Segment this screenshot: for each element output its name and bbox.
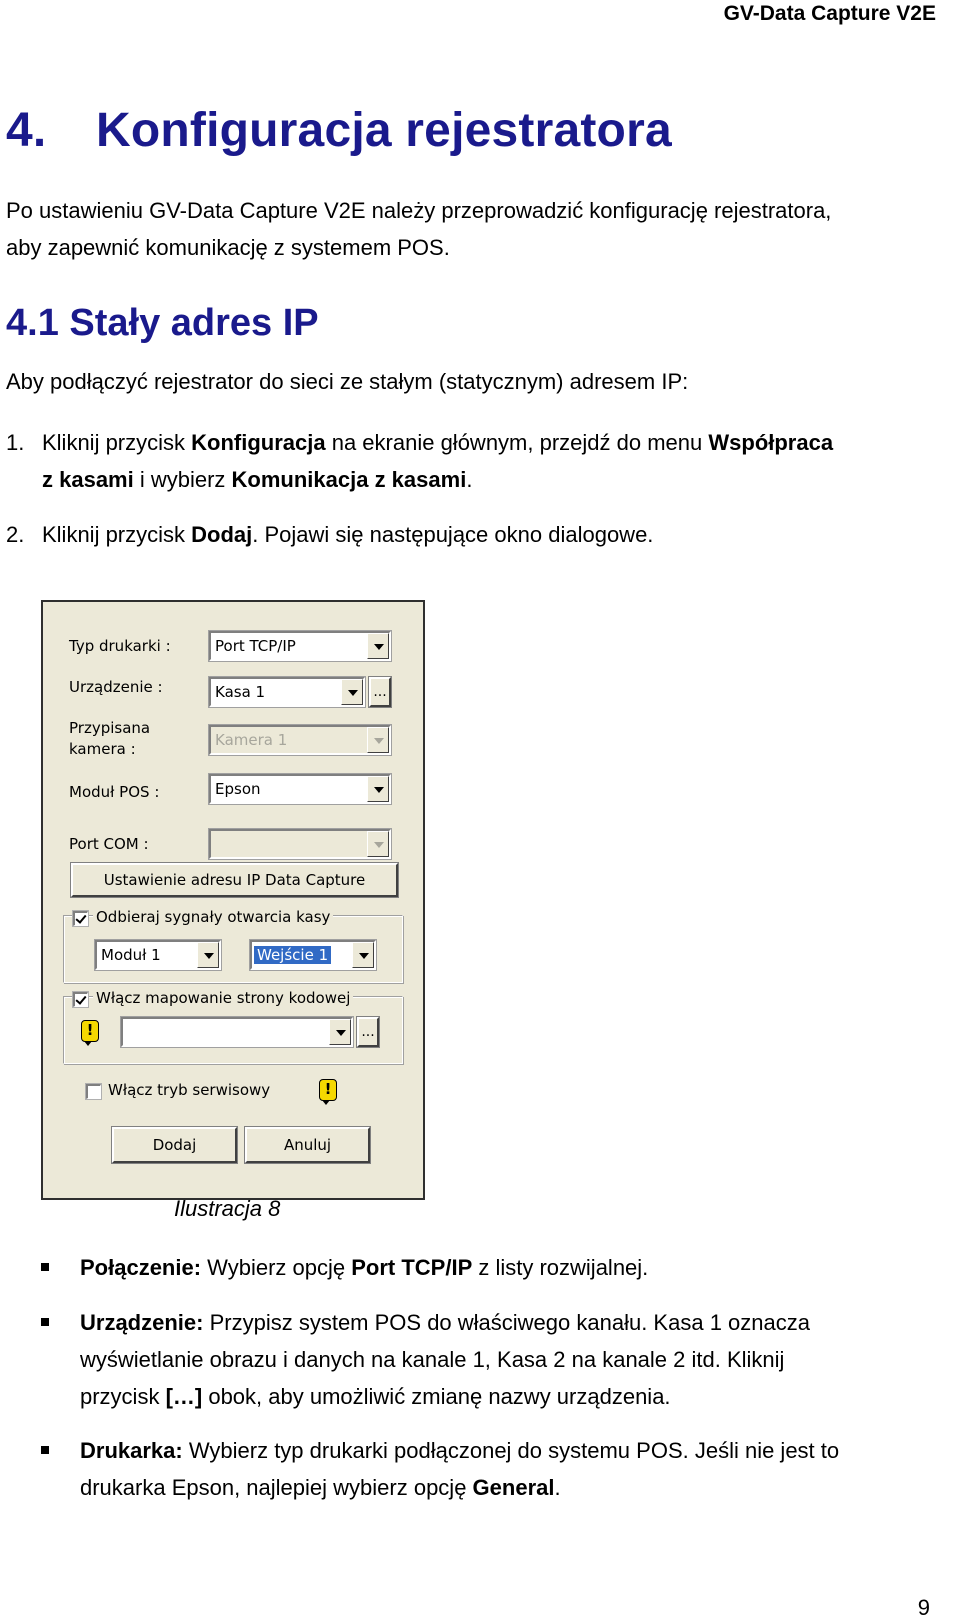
- codepage-checkbox[interactable]: [73, 992, 88, 1007]
- chevron-down-icon[interactable]: [352, 942, 374, 968]
- warning-icon: !: [319, 1079, 337, 1101]
- step-text: [42, 516, 942, 553]
- step-text-part: i wybierz: [133, 467, 232, 492]
- step-bold: z kasami: [42, 467, 134, 492]
- bullet-device: [80, 1304, 940, 1415]
- drawer-signal-label: Odbieraj sygnały otwarcia kasy: [93, 907, 333, 927]
- camera-value: Kamera 1: [215, 731, 288, 749]
- step-text-part: Kliknij przycisk: [42, 430, 192, 455]
- bullet-marker: [41, 1263, 49, 1271]
- section-heading: [6, 103, 672, 158]
- camera-label-line: Przypisana: [69, 719, 151, 737]
- service-mode-checkbox[interactable]: [86, 1084, 101, 1099]
- cancel-button[interactable]: Anuluj: [245, 1127, 370, 1163]
- camera-select[interactable]: [209, 725, 391, 755]
- input-select[interactable]: [250, 940, 376, 970]
- bullet-marker: [41, 1446, 49, 1454]
- chevron-down-icon[interactable]: [367, 633, 389, 659]
- step-bold: Komunikacja z kasami: [231, 467, 467, 492]
- pos-module-select[interactable]: [209, 774, 391, 804]
- rename-device-button[interactable]: ...: [369, 677, 391, 707]
- bullet-text: Wybierz typ drukarki podłączonej do systemu POS. Jeśli nie jest to: [182, 1438, 840, 1463]
- codepage-label: Włącz mapowanie strony kodowej: [93, 988, 353, 1008]
- subsection-heading: 4.1 Stały adres IP: [6, 302, 319, 344]
- bullet-text: Przypisz system POS do właściwego kanału. Kasa 1 oznacza: [203, 1310, 810, 1335]
- step-text-part: na ekranie głównym, przejdź do menu: [325, 430, 709, 455]
- ip-settings-button[interactable]: Ustawienie adresu IP Data Capture: [71, 863, 398, 897]
- step-number: 2.: [6, 522, 25, 547]
- bullet-text: z listy rozwijalnej.: [472, 1255, 649, 1280]
- step-1: [0, 424, 960, 504]
- printer-type-select[interactable]: [209, 631, 391, 661]
- section-title: Konfiguracja rejestratora: [96, 104, 672, 157]
- intro-line-2: aby zapewnić komunikację z systemem POS.: [6, 235, 450, 260]
- bullet-term: Połączenie:: [80, 1255, 202, 1280]
- step-bold: Konfiguracja: [191, 430, 326, 455]
- device-select[interactable]: [209, 677, 365, 707]
- printer-type-value: Port TCP/IP: [215, 637, 296, 655]
- bullet-bold: General: [472, 1475, 555, 1500]
- chevron-down-icon[interactable]: [367, 831, 389, 857]
- figure-caption: Ilustracja 8: [174, 1196, 281, 1221]
- device-value: Kasa 1: [215, 683, 266, 701]
- intro-line-1: Po ustawieniu GV-Data Capture V2E należy przeprowadzić konfigurację rejestratora,: [6, 198, 832, 223]
- drawer-signal-checkbox[interactable]: [73, 911, 88, 926]
- chevron-down-icon[interactable]: [367, 727, 389, 753]
- step-text-part: .: [466, 467, 473, 492]
- step-2: [0, 516, 960, 556]
- warning-icon: !: [81, 1020, 99, 1042]
- pos-device-dialog: [41, 600, 425, 1200]
- bullet-text: wyświetlanie obrazu i danych na kanale 1, Kasa 2 na kanale 2 itd. Kliknij: [80, 1347, 785, 1372]
- codepage-select[interactable]: [121, 1017, 353, 1047]
- bullet-connection: [80, 1249, 940, 1286]
- bullet-text: przycisk: [80, 1384, 166, 1409]
- add-button[interactable]: Dodaj: [112, 1127, 237, 1163]
- intro-paragraph: [6, 192, 831, 266]
- module-value: Moduł 1: [101, 946, 161, 964]
- bullet-text: drukarka Epson, najlepiej wybierz opcję: [80, 1475, 473, 1500]
- step-text-part: Kliknij przycisk: [42, 522, 192, 547]
- pos-module-value: Epson: [215, 780, 261, 798]
- step-number: 1.: [6, 430, 25, 455]
- bullet-text: Wybierz opcję: [201, 1255, 352, 1280]
- service-mode-label: Włącz tryb serwisowy: [105, 1080, 273, 1100]
- lead-paragraph: Aby podłączyć rejestrator do sieci ze stałym (statycznym) adresem IP:: [6, 369, 689, 394]
- page-number: 9: [917, 1595, 930, 1620]
- bullet-text: obok, aby umożliwić zmianę nazwy urządzenia.: [202, 1384, 671, 1409]
- bullet-bold: Port TCP/IP: [351, 1255, 473, 1280]
- bullet-bold: […]: [165, 1384, 203, 1409]
- bullet-marker: [41, 1318, 49, 1326]
- bullet-term: Urządzenie:: [80, 1310, 204, 1335]
- bullet-term: Drukarka:: [80, 1438, 183, 1463]
- bullet-text: .: [554, 1475, 561, 1500]
- bullet-printer: [80, 1432, 940, 1506]
- camera-label-line: kamera :: [69, 740, 136, 758]
- chevron-down-icon[interactable]: [329, 1019, 351, 1045]
- input-value: Wejście 1: [254, 946, 331, 964]
- pos-module-label: Moduł POS :: [69, 783, 160, 801]
- chevron-down-icon[interactable]: [367, 776, 389, 802]
- step-text: [42, 424, 942, 498]
- step-bold: Współpraca: [708, 430, 834, 455]
- section-number: 4.: [6, 104, 47, 157]
- codepage-options-button[interactable]: ...: [357, 1017, 379, 1047]
- running-header: GV-Data Capture V2E: [723, 2, 936, 25]
- camera-label: [69, 718, 150, 760]
- device-label: Urządzenie :: [69, 678, 163, 696]
- step-bold: Dodaj: [191, 522, 253, 547]
- com-port-label: Port COM :: [69, 835, 149, 853]
- module-select[interactable]: [95, 940, 221, 970]
- com-port-select[interactable]: [209, 829, 391, 859]
- printer-type-label: Typ drukarki :: [69, 637, 171, 655]
- step-text-part: . Pojawi się następujące okno dialogowe.: [252, 522, 654, 547]
- chevron-down-icon[interactable]: [341, 679, 363, 705]
- chevron-down-icon[interactable]: [197, 942, 219, 968]
